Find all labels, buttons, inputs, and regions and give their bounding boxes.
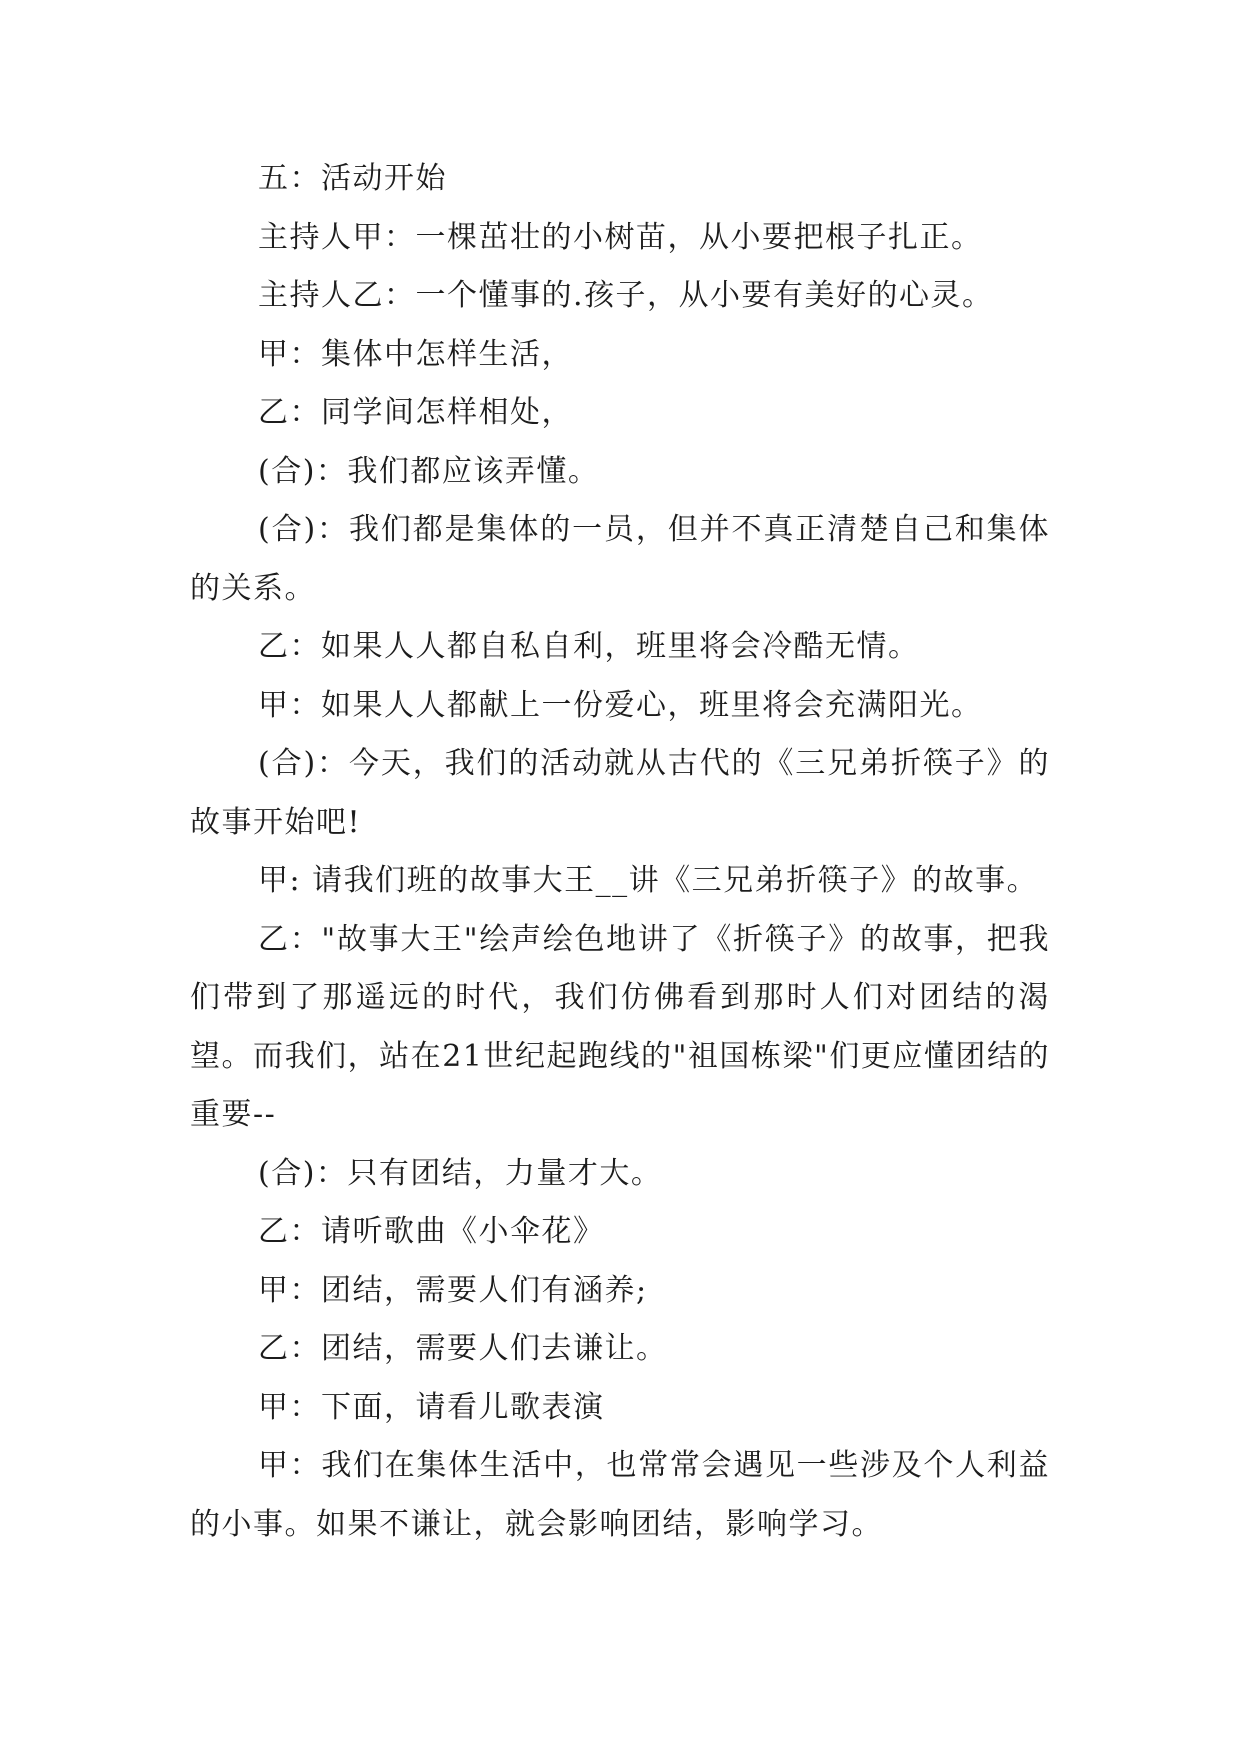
paragraph-host-a-opening: 主持人甲：一棵茁壮的小树苗，从小要把根子扎正。 — [258, 219, 983, 255]
paragraph-line: 甲：集体中怎样生活， — [258, 336, 573, 372]
paragraph-line: 甲：下面，请看儿歌表演 — [258, 1389, 605, 1425]
paragraph-host-b-opening: 主持人乙：一个懂事的.孩子，从小要有美好的心灵。 — [258, 278, 994, 313]
paragraph-line: 乙：如果人人都自私自利，班里将会冷酷无情。 — [258, 629, 920, 664]
paragraph-line: (合)：只有团结，力量才大。 — [258, 1155, 663, 1191]
paragraph-line: (合)：今天，我们的活动就从古代的《三兄弟折筷子》的故事开始吧! — [190, 746, 1050, 840]
paragraph-line: 乙：同学间怎样相处， — [258, 395, 573, 430]
paragraph-line: 乙：团结，需要人们去谦让。 — [258, 1331, 668, 1366]
paragraph-section-heading: 五：活动开始 — [258, 161, 447, 196]
paragraph-line: 甲：我们在集体生活中，也常常会遇见一些涉及个人利益的小事。如果不谦让，就会影响团结，影响学习。 — [190, 1448, 1050, 1542]
paragraph-line: 乙："故事大王"绘声绘色地讲了《折筷子》的故事，把我们带到了那遥远的时代，我们仿佛看到那时人们对团结的渴望。而我们，站在21世纪起跑线的"祖国栋梁"们更应懂团结的重要-- — [190, 921, 1050, 1132]
paragraph-line: 甲：如果人人都献上一份爱心，班里将会充满阳光。 — [258, 687, 983, 723]
paragraph-line: 甲: 请我们班的故事大王__讲《三兄弟折筷子》的故事。 — [258, 863, 1039, 898]
paragraph-line: (合)：我们都应该弄懂。 — [258, 453, 600, 489]
paragraph-line: 乙：请听歌曲《小伞花》 — [258, 1214, 605, 1249]
paragraph-line: (合)：我们都是集体的一员，但并不真正清楚自己和集体的关系。 — [190, 512, 1050, 606]
document-body — [190, 150, 1050, 1554]
paragraph-line: 甲：团结，需要人们有涵养; — [258, 1272, 648, 1308]
